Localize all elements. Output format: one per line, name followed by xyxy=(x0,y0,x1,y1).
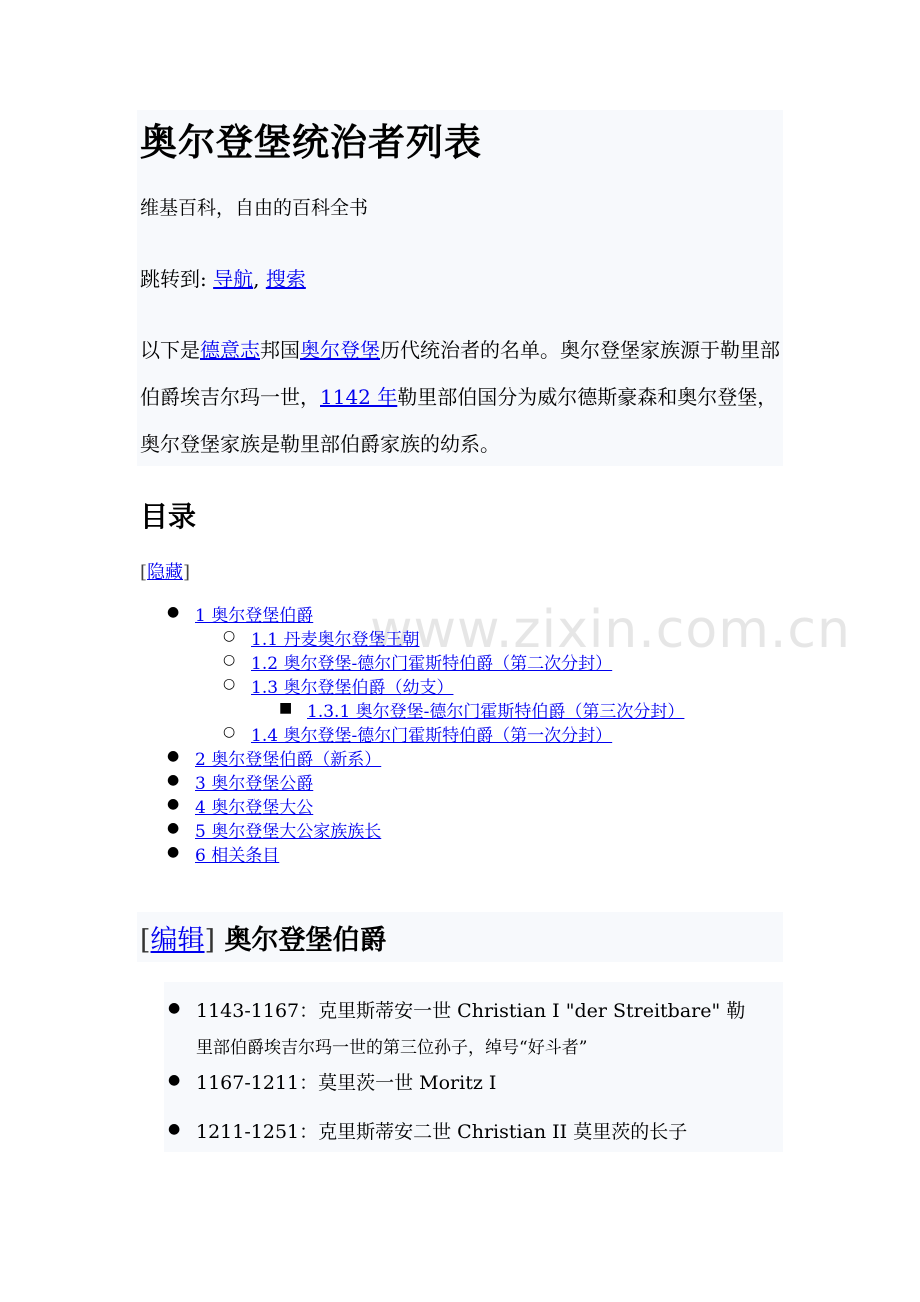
page-subtitle: 维基百科，自由的百科全书 xyxy=(140,197,369,219)
page-title: 奥尔登堡统治者列表 xyxy=(140,120,482,164)
intro-text-4: 勒里部伯国分为威尔德斯豪森和奥尔登堡， 奥尔登堡家族是勒里部伯爵家族的幼系。 xyxy=(140,385,788,456)
toc-toggle xyxy=(140,558,190,584)
disc-bullet-icon: ● xyxy=(167,748,180,764)
jump-to-bar xyxy=(140,263,306,292)
toc-item-2[interactable]: 2 奥尔登堡伯爵（新系） xyxy=(195,750,382,770)
section-title: 奥尔登堡伯爵 xyxy=(224,925,387,956)
toc-toggle-close-bracket: ] xyxy=(183,562,191,583)
toc-item-1-3[interactable]: 1.3 奥尔登堡伯爵（幼支） xyxy=(251,678,454,698)
toc-item-5[interactable]: 5 奥尔登堡大公家族族长 xyxy=(195,822,382,842)
circle-bullet-icon: ○ xyxy=(223,652,236,668)
ruler-item-1-line-1: 1143-1167：克里斯蒂安一世 Christian I "der Streitbare" 勒 xyxy=(196,1000,746,1022)
ruler-item-1-line-2: 里部伯爵埃吉尔玛一世的第三位孙子，绰号“好斗者” xyxy=(196,1038,588,1058)
disc-bullet-icon: ● xyxy=(167,796,180,812)
disc-bullet-icon: ● xyxy=(167,604,180,620)
intro-paragraph xyxy=(140,327,788,468)
toc-item-1[interactable]: 1 奥尔登堡伯爵 xyxy=(195,606,314,626)
square-bullet-icon: ■ xyxy=(279,700,293,716)
jump-search-link[interactable]: 搜索 xyxy=(265,267,306,291)
disc-bullet-icon: ● xyxy=(167,820,180,836)
edit-close-bracket: ] xyxy=(204,925,216,956)
toc-item-1-2[interactable]: 1.2 奥尔登堡-德尔门霍斯特伯爵（第二次分封） xyxy=(251,654,613,674)
jump-separator: , xyxy=(253,267,266,291)
ruler-item-2: 1167-1211：莫里茨一世 Moritz I xyxy=(196,1072,497,1094)
disc-bullet-icon: ● xyxy=(167,772,180,788)
watermark: www.zixin.com.cn xyxy=(370,600,851,660)
toc-item-4[interactable]: 4 奥尔登堡大公 xyxy=(195,798,314,818)
edit-open-bracket: [ xyxy=(140,925,151,956)
ruler-item-3: 1211-1251：克里斯蒂安二世 Christian II 莫里茨的长子 xyxy=(196,1121,688,1143)
circle-bullet-icon: ○ xyxy=(223,676,236,692)
toc-item-3[interactable]: 3 奥尔登堡公爵 xyxy=(195,774,314,794)
edit-section-link[interactable]: 编辑 xyxy=(150,925,205,956)
toc-item-1-3-1[interactable]: 1.3.1 奥尔登堡-德尔门霍斯特伯爵（第三次分封） xyxy=(307,702,685,722)
disc-bullet-icon: ● xyxy=(168,1121,181,1137)
link-oldenburg[interactable]: 奥尔登堡 xyxy=(300,338,380,362)
intro-text-3: 历代统治者的名单。奥尔登堡家族源于勒里部伯爵埃吉尔玛一世， xyxy=(140,338,780,409)
disc-bullet-icon: ● xyxy=(168,1000,181,1016)
disc-bullet-icon: ● xyxy=(168,1072,181,1088)
toc-hide-link[interactable]: 隐藏 xyxy=(147,562,184,583)
circle-bullet-icon: ○ xyxy=(223,724,236,740)
toc-item-6[interactable]: 6 相关条目 xyxy=(195,846,280,866)
link-year-1142[interactable]: 1142 年 xyxy=(320,385,398,409)
disc-bullet-icon: ● xyxy=(167,844,180,860)
intro-text-2: 邦国 xyxy=(260,338,300,362)
intro-text-1: 以下是 xyxy=(140,338,200,362)
section-heading xyxy=(140,918,387,957)
toc-title: 目录 xyxy=(140,500,197,533)
toc-item-1-4[interactable]: 1.4 奥尔登堡-德尔门霍斯特伯爵（第一次分封） xyxy=(251,726,613,746)
toc-toggle-open-bracket: [ xyxy=(140,562,148,583)
link-germany[interactable]: 德意志 xyxy=(200,338,260,362)
circle-bullet-icon: ○ xyxy=(223,628,236,644)
toc-item-1-1[interactable]: 1.1 丹麦奥尔登堡王朝 xyxy=(251,630,420,650)
jump-prefix: 跳转到: xyxy=(140,267,214,291)
jump-nav-link[interactable]: 导航 xyxy=(213,267,254,291)
